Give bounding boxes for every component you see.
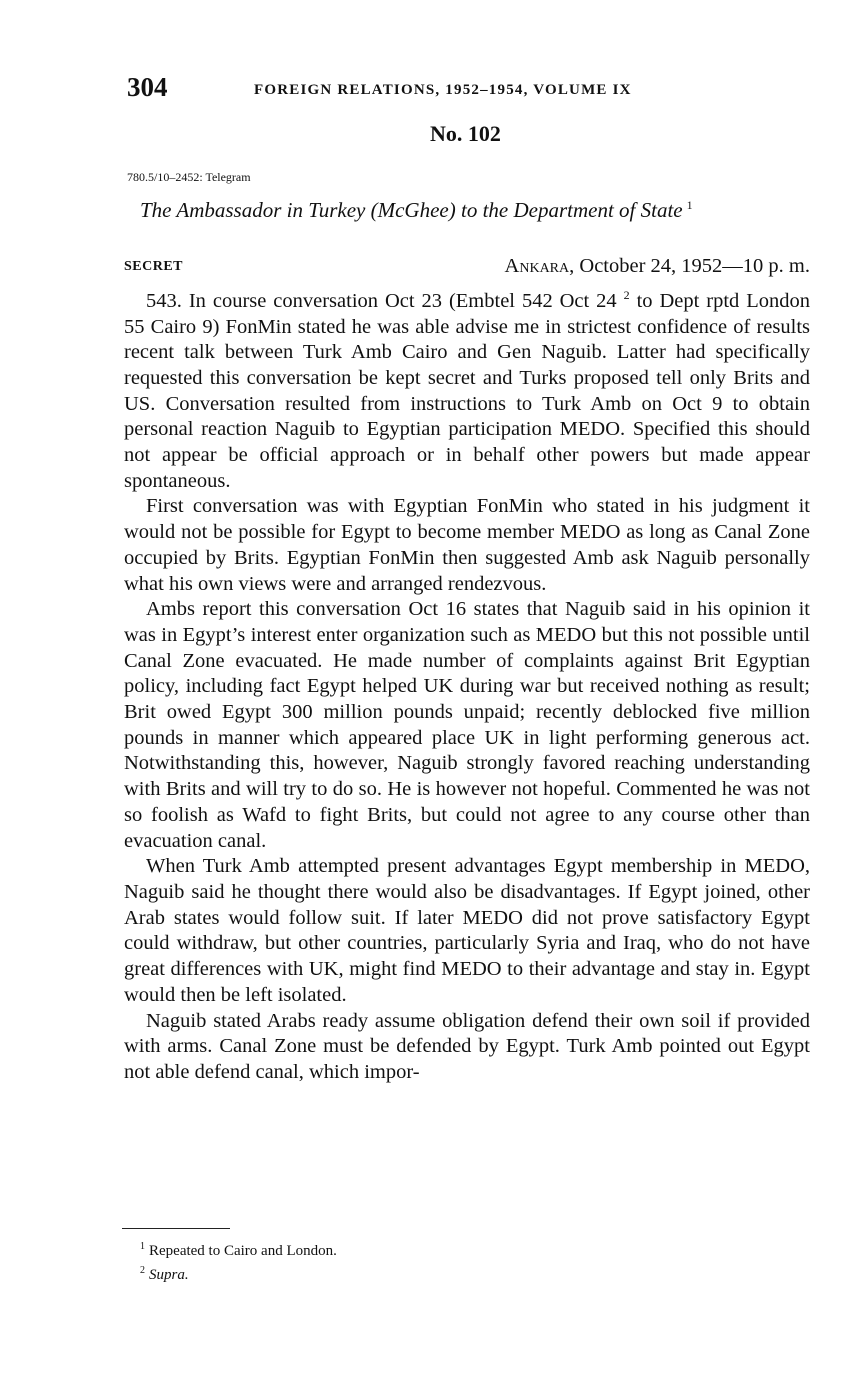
footnote-text: Supra. [149,1267,189,1283]
classification-label: SECRET [124,259,184,274]
running-header [127,72,817,106]
dateline-date: October 24, 1952—10 p. m. [579,255,810,277]
footnote [140,1237,337,1261]
document-number: No. 102 [430,121,501,146]
classification-line [124,255,810,283]
footnote-divider [122,1228,230,1229]
document-title-text: The Ambassador in Turkey (McGhee) to the Department of State [140,198,683,222]
body-paragraph: When Turk Amb attempted present advantages Egypt membership in MEDO, Naguib said he thought there would also be disadvantages. If Egypt joined, other Arab states would follow suit. If later MEDO did not prove satisfactory Egypt could withdraw, but other countries, particularly Syria and Iraq, who do not have great differences with UK, might find MEDO to their advantage and stay in. Egypt would then be left isolated. [124,855,810,1006]
document-title [140,198,693,223]
footnote-mark: 1 [140,1241,145,1252]
series-title: FOREIGN RELATIONS, 1952–1954, VOLUME IX [254,82,632,98]
body-paragraph: Ambs report this conversation Oct 16 states that Naguib said in his opinion it was in Egypt’s interest enter organization such as MEDO but this not possible until Canal Zone evacuated. He made number of complaints against Brit Egyptian policy, including fact Egypt helped UK during war but received nothing as result; Brit owed Egypt 300 million pounds unpaid; recently deblocked five million pounds in manner which appeared place UK in light performing generous act. Notwithstanding this, however, Naguib strongly favored reaching understanding with Brits and will try to do so. He is however not hopeful. Commented he was not so foolish as Wafd to fight Brits, but could not agree to any course other than evacuation canal. [124,598,810,852]
body-paragraph [124,283,810,494]
footnote [140,1261,337,1285]
body-paragraph: First conversation was with Egyptian FonMin who stated in his judgment it would not be possible for Egypt to become member MEDO as long as Canal Zone occupied by Brits. Egyptian FonMin then suggested Amb ask Naguib personally what his own views were and arranged rendezvous. [124,495,810,595]
page-number: 304 [127,72,168,102]
paragraph-text: to Dept rptd London 55 Cairo 9) FonMin stated he was able advise me in strictest confidence of results recent talk between Turk Amb Cairo and Gen Naguib. Latter had specifically requested this conversation be kept secret and Turks proposed tell only Brits and US. Conversation resulted from instructions to Turk Amb on Oct 9 to obtain personal reaction Naguib to Egyptian participation MEDO. Specified this should not appear be official approach or in behalf other powers but made appear spontaneous. [124,289,811,492]
footnotes [140,1237,337,1285]
dateline [505,255,810,278]
paragraph-text: 543. In course conversation Oct 23 (Embtel 542 Oct 24 [146,289,617,312]
footnote-mark: 2 [623,288,630,302]
footnote-mark: 2 [140,1265,145,1276]
footnote-text: Repeated to Cairo and London. [149,1243,337,1259]
dateline-place: Ankara, [504,255,575,277]
body-paragraph: Naguib stated Arabs ready assume obligation defend their own soil if provided with arms. Canal Zone must be defended by Egypt. Turk Amb pointed out Egypt not able defend canal, which impor- [124,1009,810,1083]
footnote-mark: 1 [686,198,693,212]
telegram-body [124,283,810,1086]
file-reference: 780.5/10–2452: Telegram [127,170,251,184]
